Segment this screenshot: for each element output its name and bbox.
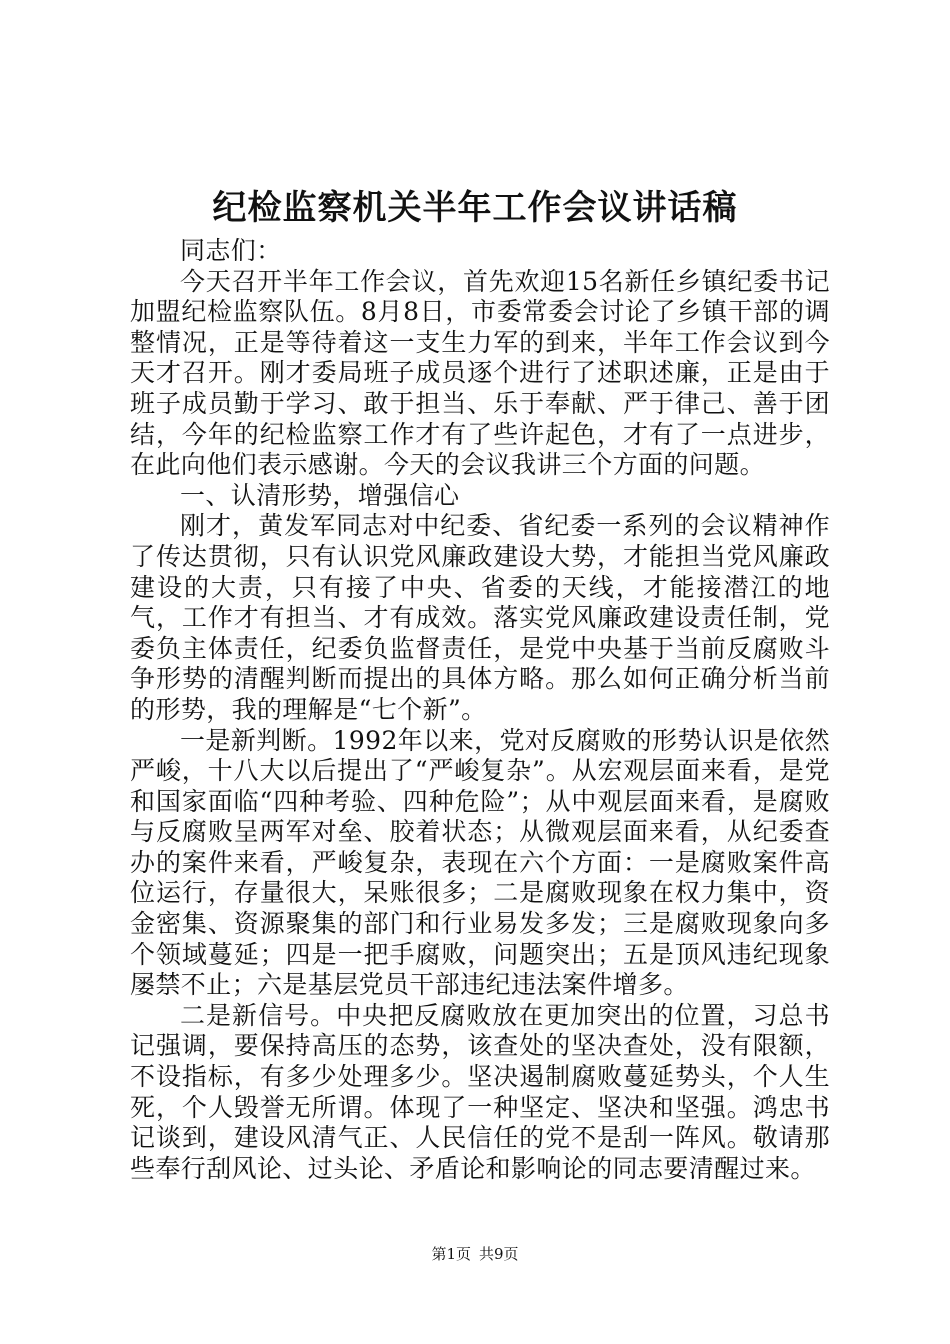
body-paragraph: 二是新信号。中央把反腐败放在更加突出的位置，习总书记强调，要保持高压的态势，该查处的坚决查处，没有限额，不设指标，有多少处理多少。坚决遏制腐败蔓延势头，个人生死，个人毁誉无所谓。体现了一种坚定、坚决和坚强。鸿忠书记谈到，建设风清气正、人民信任的党不是刮一阵风。敬请那些奉行刮风论、过头论、矛盾论和影响论的同志要清醒过来。: [130, 1000, 830, 1183]
page-footer: [0, 1244, 950, 1264]
body-paragraph: 今天召开半年工作会议，首先欢迎15名新任乡镇纪委书记加盟纪检监察队伍。8月8日，市委常委会讨论了乡镇干部的调整情况，正是等待着这一支生力军的到来，半年工作会议到今天才召开。刚才委局班子成员逐个进行了述职述廉，正是由于班子成员勤于学习、敢于担当、乐于奉献、严于律己、善于团结，今年的纪检监察工作才有了些许起色，才有了一点进步，在此向他们表示感谢。今天的会议我讲三个方面的问题。: [130, 266, 830, 480]
page-number: 第1页: [431, 1245, 471, 1263]
document-body: [130, 236, 830, 1184]
body-paragraph: 一是新判断。1992年以来，党对反腐败的形势认识是依然严峻，十八大以后提出了“严峻复杂”。从宏观层面来看，是党和国家面临“四种考验、四种危险”；从中观层面来看，是腐败与反腐败呈两军对垒、胶着状态；从微观层面来看，从纪委查办的案件来看，严峻复杂，表现在六个方面：一是腐败案件高位运行，存量很大，呆账很多；二是腐败现象在权力集中，资金密集、资源聚集的部门和行业易发多发；三是腐败现象向多个领域蔓延；四是一把手腐败，问题突出；五是顶风违纪现象屡禁不止；六是基层党员干部违纪违法案件增多。: [130, 725, 830, 1000]
salutation-paragraph: 同志们：: [180, 236, 282, 265]
page-total: 共9页: [479, 1245, 519, 1263]
section-heading: 一、认清形势，增强信心: [180, 480, 460, 510]
document-title: 纪检监察机关半年工作会议讲话稿: [212, 188, 738, 228]
body-paragraph: 刚才，黄发军同志对中纪委、省纪委一系列的会议精神作了传达贯彻，只有认识党风廉政建设大势，才能担当党风廉政建设的大责，只有接了中央、省委的天线，才能接潜江的地气，工作才有担当、才有成效。落实党风廉政建设责任制，党委负主体责任，纪委负监督责任，是党中央基于当前反腐败斗争形势的清醒判断而提出的具体方略。那么如何正确分析当前的形势，我的理解是“七个新”。: [130, 511, 830, 724]
